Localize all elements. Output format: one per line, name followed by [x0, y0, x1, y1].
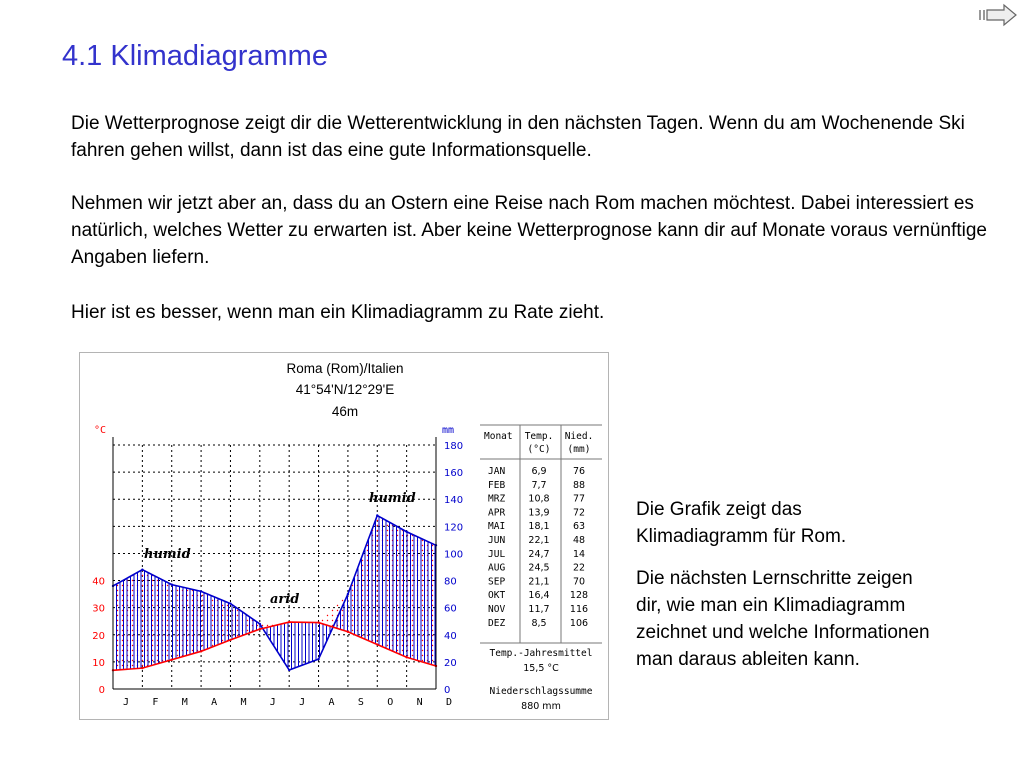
- right-axis-label: mm: [442, 425, 455, 436]
- page-title: 4.1 Klimadiagramme: [62, 40, 328, 72]
- table-month: APR: [488, 507, 506, 519]
- precipitation-tick-label: 60: [444, 603, 457, 615]
- temperature-tick-label: 30: [92, 603, 105, 615]
- region-annotation: humid: [144, 547, 191, 562]
- table-month: AUG: [488, 562, 506, 574]
- left-axis-label: °C: [94, 425, 107, 436]
- precipitation-tick-label: 20: [444, 657, 457, 669]
- precipitation-point: [376, 514, 378, 516]
- table-header-temp-unit: (°C): [527, 444, 551, 455]
- table-prec-value: 76: [572, 466, 586, 477]
- table-prec-value: 88: [572, 479, 586, 491]
- table-month: OKT: [488, 590, 506, 602]
- temperature-point: [405, 656, 407, 658]
- month-tick-label: M: [240, 697, 247, 708]
- table-month: JAN: [488, 466, 506, 477]
- table-month: DEZ: [488, 617, 506, 629]
- precipitation-point: [405, 531, 407, 533]
- climate-diagram-paragraph: Hier ist es besser, wenn man ein Klimadiagramm zu Rate zieht.: [71, 302, 605, 323]
- table-temp-value: 22,1: [528, 535, 550, 546]
- month-tick-label: J: [269, 697, 276, 708]
- month-tick-label: D: [445, 697, 453, 708]
- table-prec-value: 48: [572, 535, 586, 546]
- precipitation-point: [259, 623, 261, 625]
- precipitation-tick-label: 40: [444, 630, 457, 642]
- table-temp-value: 8,5: [531, 617, 547, 629]
- temperature-point: [141, 667, 143, 669]
- region-annotation: arid: [270, 592, 300, 607]
- temperature-point: [288, 621, 290, 623]
- table-month: MAI: [488, 521, 506, 533]
- month-tick-label: A: [211, 697, 218, 708]
- table-temp-value: 24,5: [528, 562, 550, 574]
- table-prec-value: 116: [569, 604, 589, 615]
- table-temp-value: 11,7: [528, 604, 550, 615]
- next-steps-text: Die nächsten Lernschritte zeigen dir, wie man ein Klimadiagramm zeichnet und welche Informationen man daraus ableiten kann.: [636, 568, 930, 670]
- easter-paragraph: Nehmen wir jetzt aber an, dass du an Ostern eine Reise nach Rom machen möchtest. Dabei interessiert es natürlich, welches Wetter zu erwarten ist. Aber keine Wetterprognose kann dir auf Monate voraus vernünftige Angaben liefern.: [71, 193, 987, 268]
- precipitation-point: [347, 593, 349, 595]
- table-month: FEB: [488, 479, 506, 491]
- annual-prec-value: 880 mm: [521, 701, 561, 712]
- precipitation-tick-label: 100: [444, 549, 464, 561]
- month-tick-label: S: [357, 697, 364, 708]
- month-tick-label: J: [299, 697, 306, 708]
- table-temp-value: 6,9: [531, 466, 547, 477]
- table-temp-value: 13,9: [528, 507, 550, 519]
- temperature-point: [317, 621, 319, 623]
- annual-temp-value: 15,5 °C: [523, 663, 559, 674]
- temperature-tick-label: 10: [92, 657, 105, 669]
- region-annotation: humid: [369, 491, 416, 506]
- table-temp-value: 18,1: [528, 521, 550, 533]
- month-tick-label: O: [387, 697, 394, 708]
- temperature-tick-label: 40: [92, 576, 105, 588]
- table-month: NOV: [488, 604, 506, 615]
- precipitation-point: [141, 569, 143, 571]
- table-temp-value: 21,1: [528, 576, 550, 588]
- table-temp-value: 16,4: [528, 590, 550, 602]
- annual-prec-label: Niederschlagssumme: [489, 686, 593, 697]
- table-month: SEP: [488, 576, 506, 588]
- precipitation-point: [317, 658, 319, 660]
- climate-diagram-figure: [79, 352, 609, 720]
- next-slide-button[interactable]: [978, 3, 1018, 27]
- table-header-prec: Nied.: [564, 431, 594, 442]
- precipitation-tick-label: 80: [444, 576, 457, 588]
- table-prec-value: 72: [572, 507, 586, 519]
- month-tick-label: J: [122, 697, 130, 708]
- table-header-month: Monat: [484, 431, 513, 442]
- precipitation-tick-label: 160: [444, 468, 464, 480]
- station-elevation: 46m: [331, 404, 359, 419]
- month-tick-label: N: [416, 697, 423, 708]
- precipitation-point: [171, 583, 173, 585]
- temperature-point: [259, 628, 261, 630]
- table-month: JUN: [488, 535, 506, 546]
- table-temp-value: 7,7: [531, 479, 547, 491]
- annual-temp-label: Temp.-Jahresmittel: [489, 648, 593, 659]
- table-month: MRZ: [488, 493, 506, 505]
- temperature-point: [200, 650, 202, 652]
- temperature-tick-label: 20: [92, 630, 105, 642]
- precipitation-tick-label: 140: [444, 495, 464, 507]
- temperature-point: [347, 631, 349, 633]
- table-prec-value: 106: [569, 617, 589, 629]
- table-temp-value: 24,7: [528, 548, 550, 560]
- table-header-temp: Temp.: [524, 431, 554, 442]
- precipitation-tick-label: 0: [444, 685, 451, 696]
- temperature-tick-label: 0: [98, 685, 105, 696]
- climate-chart: [80, 353, 608, 719]
- station-coordinates: 41°54'N/12°29'E: [295, 382, 395, 397]
- precipitation-point: [288, 669, 290, 671]
- table-temp-value: 10,8: [528, 493, 550, 505]
- table-prec-value: 70: [572, 576, 586, 588]
- month-tick-label: F: [152, 697, 159, 708]
- temperature-point: [376, 643, 378, 645]
- temperature-point: [171, 659, 173, 661]
- table-prec-value: 77: [572, 493, 586, 505]
- intro-paragraph: Die Wetterprognose zeigt dir die Wetterentwicklung in den nächsten Tagen. Wenn du am Wochenende Ski fahren gehen willst, dann ist das eine gute Informationsquelle.: [71, 113, 965, 161]
- table-month: JUL: [488, 548, 506, 560]
- station-name: Roma (Rom)/Italien: [286, 361, 404, 376]
- precipitation-point: [200, 590, 202, 592]
- precipitation-tick-label: 180: [444, 441, 464, 452]
- figure-caption: Die Grafik zeigt das Klimadiagramm für Rom.: [636, 499, 847, 547]
- table-header-prec-unit: (mm): [567, 444, 591, 455]
- month-tick-label: A: [328, 697, 335, 708]
- table-prec-value: 22: [572, 562, 586, 574]
- table-prec-value: 63: [572, 521, 586, 533]
- arrow-right-icon: [978, 3, 1018, 27]
- precipitation-point: [229, 602, 231, 604]
- table-prec-value: 128: [569, 590, 589, 602]
- temperature-point: [229, 639, 231, 641]
- table-prec-value: 14: [572, 548, 586, 560]
- month-tick-label: M: [181, 697, 188, 708]
- precipitation-tick-label: 120: [444, 522, 464, 534]
